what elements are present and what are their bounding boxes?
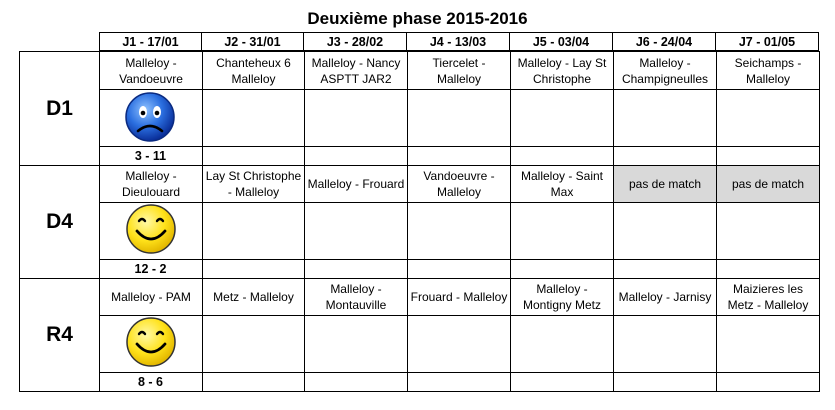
match-r4-j5: Malleloy - Montigny Metz xyxy=(522,282,602,312)
match-d1-j2: Chanteheux 6 Malleloy xyxy=(216,55,291,86)
grid-line xyxy=(19,165,820,166)
division-label-d4: D4 xyxy=(46,210,73,233)
match-r4-j3: Malleloy - Montauville xyxy=(325,282,387,312)
match-d1-j6: Malleloy - Champigneulles xyxy=(621,55,709,86)
grid-line xyxy=(99,202,820,203)
grid-line xyxy=(202,372,203,392)
header-j7: J7 - 01/05 xyxy=(716,32,819,51)
sad-face-icon xyxy=(124,91,176,143)
score-d4: 12 - 2 xyxy=(134,262,167,276)
grid-line xyxy=(99,259,820,260)
happy-face-icon xyxy=(125,203,177,255)
grid-line xyxy=(716,51,717,392)
match-d4-j1: Malleloy - Dieulouard xyxy=(121,169,181,199)
header-j4: J4 - 13/03 xyxy=(407,32,510,51)
grid-line xyxy=(202,278,203,373)
grid-line xyxy=(99,89,820,90)
grid-line xyxy=(407,51,408,392)
header-j6: J6 - 24/04 xyxy=(613,32,716,51)
grid-line xyxy=(819,51,820,392)
match-r4-j4: Frouard - Malleloy xyxy=(410,290,508,304)
match-d4-j4: Vandoeuvre - Malleloy xyxy=(423,169,495,199)
grid-line xyxy=(202,146,203,166)
match-r4-j7: Maizieres les Metz - Malleloy xyxy=(727,282,809,312)
match-d1-j3: Malleloy - Nancy ASPTT JAR2 xyxy=(311,55,401,86)
grid-line xyxy=(99,315,820,316)
match-d1-j1: Malleloy - Vandoeuvre xyxy=(119,55,183,86)
division-label-d1: D1 xyxy=(46,97,73,120)
match-r4-j6: Malleloy - Jarnisy xyxy=(618,290,712,304)
header-j3: J3 - 28/02 xyxy=(304,32,407,51)
match-d4-j3: Malleloy - Frouard xyxy=(307,177,405,191)
match-d4-j2: Lay St Christophe - Malleloy xyxy=(205,169,302,199)
grid-line xyxy=(99,372,820,373)
header-j5: J5 - 03/04 xyxy=(510,32,613,51)
match-r4-j1: Malleloy - PAM xyxy=(111,290,191,304)
match-d4-j5: Malleloy - Saint Max xyxy=(520,169,604,199)
grid-line xyxy=(19,51,820,52)
grid-line xyxy=(99,146,820,147)
grid-line xyxy=(510,51,511,392)
grid-line xyxy=(19,51,20,392)
match-d1-j7: Seichamps - Malleloy xyxy=(734,55,802,86)
grid-line xyxy=(202,259,203,279)
division-label-r4: R4 xyxy=(46,323,73,346)
match-r4-j2: Metz - Malleloy xyxy=(213,290,294,304)
grid-line xyxy=(19,391,820,392)
grid-line xyxy=(304,51,305,392)
match-d4-j7: pas de match xyxy=(717,166,819,202)
grid-line xyxy=(202,51,203,147)
score-r4: 8 - 6 xyxy=(137,375,163,389)
happy-face-icon xyxy=(125,316,177,368)
score-d1: 3 - 11 xyxy=(134,149,167,163)
header-j2: J2 - 31/01 xyxy=(202,32,304,51)
sheet-title: Deuxième phase 2015-2016 xyxy=(307,9,528,28)
grid-line xyxy=(19,278,820,279)
match-d4-j6: pas de match xyxy=(614,166,716,202)
grid-line xyxy=(202,165,203,260)
match-d1-j5: Malleloy - Lay St Christophe xyxy=(517,55,607,86)
match-d1-j4: Tiercelet - Malleloy xyxy=(432,55,486,86)
grid-line xyxy=(613,51,614,392)
header-j1: J1 - 17/01 xyxy=(99,32,202,51)
grid-line xyxy=(99,51,100,392)
